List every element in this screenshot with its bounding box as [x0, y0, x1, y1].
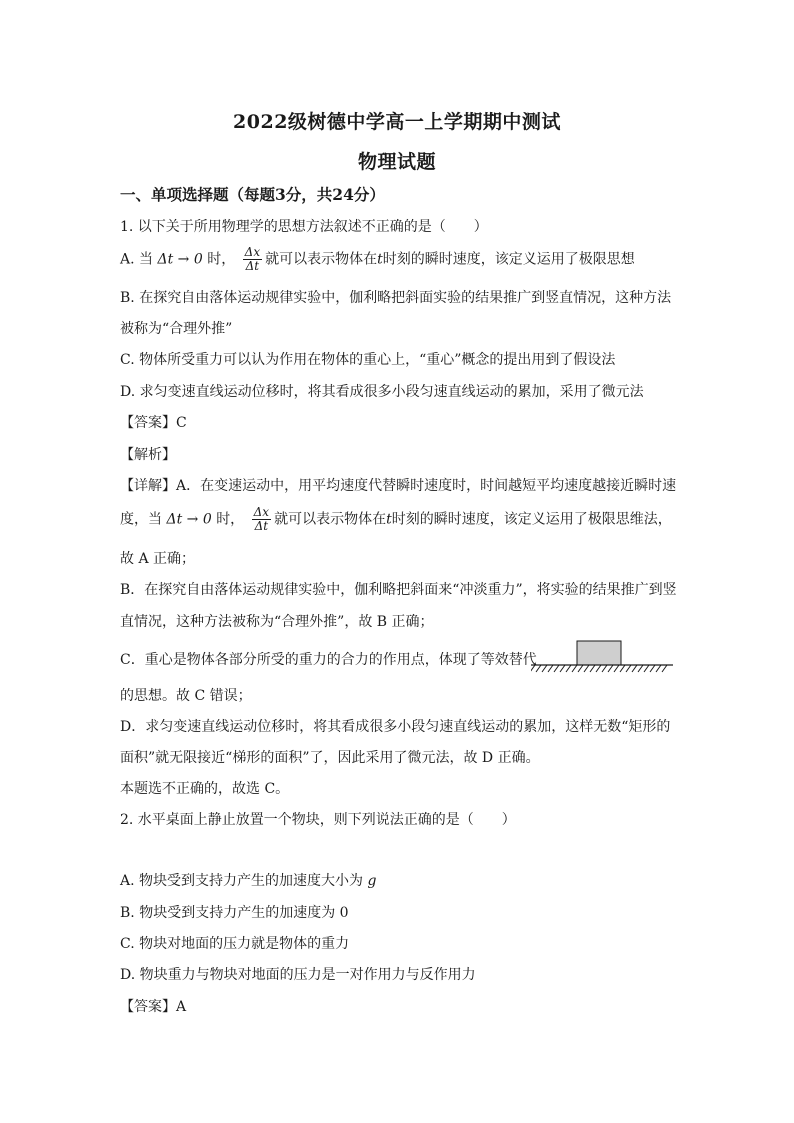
q2-option-d: D. 物块重力与物块对地面的压力是一对作用力与反作用力	[120, 967, 476, 983]
q1-detail-b-line2: 直情况，这种方法被称为“合理外推”，故 B 正确；	[120, 614, 434, 630]
q2-option-b-zero: 0	[339, 905, 349, 921]
q1-analysis-label: 【解析】	[120, 447, 176, 463]
q1-option-b-line2: 被称为“合理外推”	[120, 321, 233, 337]
q1-option-a	[120, 246, 680, 273]
q1-detail-d-line1: D．求匀变速直线运动位移时，将其看成很多小段匀速直线运动的累加，这样无数“矩形的	[120, 719, 671, 735]
q1-conclusion: 本题选不正确的，故选 C。	[120, 781, 290, 797]
q1-detail-a-t: t	[386, 511, 392, 528]
q1-detail-a	[120, 506, 680, 533]
detail-fraction-numerator: Δx	[253, 505, 270, 519]
hatch-line	[548, 665, 553, 672]
q1-detail-d-line2: 面积”就无限接近“梯形的面积”了，因此采用了微元法，故 D 正确。	[120, 750, 540, 766]
q2-option-b	[120, 903, 680, 923]
hatch-line	[656, 665, 661, 672]
hatch-line	[626, 665, 631, 672]
q1-detail-a-end: 故 A 正确；	[120, 551, 196, 567]
q1-option-a-mid2: 就可以表示物体在	[265, 251, 378, 268]
q1-option-d: D. 求匀变速直线运动位移时，将其看成很多小段匀速直线运动的累加，采用了微元法	[120, 384, 644, 400]
q1-option-b-line1: B. 在探究自由落体运动规律实验中，伽利略把斜面实验的结果推广到竖直情况，这种方法	[120, 290, 672, 306]
hatch-line	[608, 665, 613, 672]
block-rect	[577, 641, 621, 665]
q1-option-a-condition: Δt → 0	[157, 251, 203, 268]
hatch-line	[560, 665, 565, 672]
q1-option-a-t: t	[377, 251, 383, 268]
q2-option-a-g: g	[367, 873, 377, 889]
hatch-line	[596, 665, 601, 672]
q2-option-a-text: A. 物块受到支持力产生的加速度大小为	[120, 873, 364, 889]
q1-option-a-prefix: A. 当	[120, 251, 154, 268]
q2-answer: 【答案】A	[120, 999, 187, 1015]
hatch-line	[662, 665, 667, 672]
exam-title: 2022级树德中学高一上学期期中测试	[233, 111, 561, 133]
hatch-line	[578, 665, 583, 672]
q2-stem: 2. 水平桌面上静止放置一个物块，则下列说法正确的是（ ）	[120, 812, 516, 828]
hatch-line	[542, 665, 547, 672]
detail-delta-x-over-delta-t-fraction	[252, 506, 271, 533]
q1-option-a-suffix: 时刻的瞬时速度，该定义运用了极限思想	[382, 251, 635, 268]
hatch-line	[644, 665, 649, 672]
detail-fraction-denominator: Δt	[254, 519, 269, 533]
hatch-line	[602, 665, 607, 672]
q2-option-b-text: B. 物块受到支持力产生的加速度为	[120, 905, 336, 921]
exam-subtitle: 物理试题	[357, 151, 436, 173]
hatch-line	[638, 665, 643, 672]
delta-x-over-delta-t-fraction	[243, 246, 262, 273]
hatch-line	[536, 665, 541, 672]
q1-option-a-mid1: 时，	[207, 251, 236, 268]
section-heading: 一、单项选择题（每题3分，共24分）	[120, 185, 385, 204]
q1-detail-a-prefix: 度，当	[120, 511, 162, 528]
q1-detail-a-condition: Δt → 0	[166, 511, 212, 528]
ground-hatching	[531, 665, 667, 672]
q1-detail-a-mid1: 时，	[216, 511, 245, 528]
q1-answer: 【答案】C	[120, 415, 187, 431]
q1-detail-c-line1: C．重心是物体各部分所受的重力的合力的作用点，体现了等效替代	[120, 652, 537, 668]
q1-detail-line1: 【详解】A．在变速运动中，用平均速度代替瞬时速度时，时间越短平均速度越接近瞬时速	[120, 478, 677, 494]
fraction-numerator: Δx	[244, 245, 261, 259]
q2-option-c: C. 物块对地面的压力就是物体的重力	[120, 936, 350, 952]
q2-option-a	[120, 871, 680, 891]
q1-stem: 1. 以下关于所用物理学的思想方法叙述不正确的是（ ）	[120, 219, 488, 235]
fraction-denominator: Δt	[245, 259, 260, 273]
hatch-line	[566, 665, 571, 672]
hatch-line	[531, 665, 535, 672]
q1-option-c: C. 物体所受重力可以认为作用在物体的重心上，“重心”概念的提出用到了假设法	[120, 352, 616, 368]
q1-detail-b-line1: B．在探究自由落体运动规律实验中，伽利略把斜面来“冲淡重力”，将实验的结果推广到竖	[120, 582, 677, 598]
hatch-line	[554, 665, 559, 672]
hatch-line	[620, 665, 625, 672]
hatch-line	[590, 665, 595, 672]
hatch-line	[632, 665, 637, 672]
q1-detail-c-line2: 的思想。故 C 错误；	[120, 688, 252, 704]
block-on-ground-figure	[531, 640, 673, 676]
hatch-line	[572, 665, 577, 672]
q1-detail-a-suffix: 时刻的瞬时速度，该定义运用了极限思维法，	[391, 511, 672, 528]
hatch-line	[650, 665, 655, 672]
hatch-line	[584, 665, 589, 672]
q1-detail-a-mid2: 就可以表示物体在	[274, 511, 387, 528]
hatch-line	[614, 665, 619, 672]
